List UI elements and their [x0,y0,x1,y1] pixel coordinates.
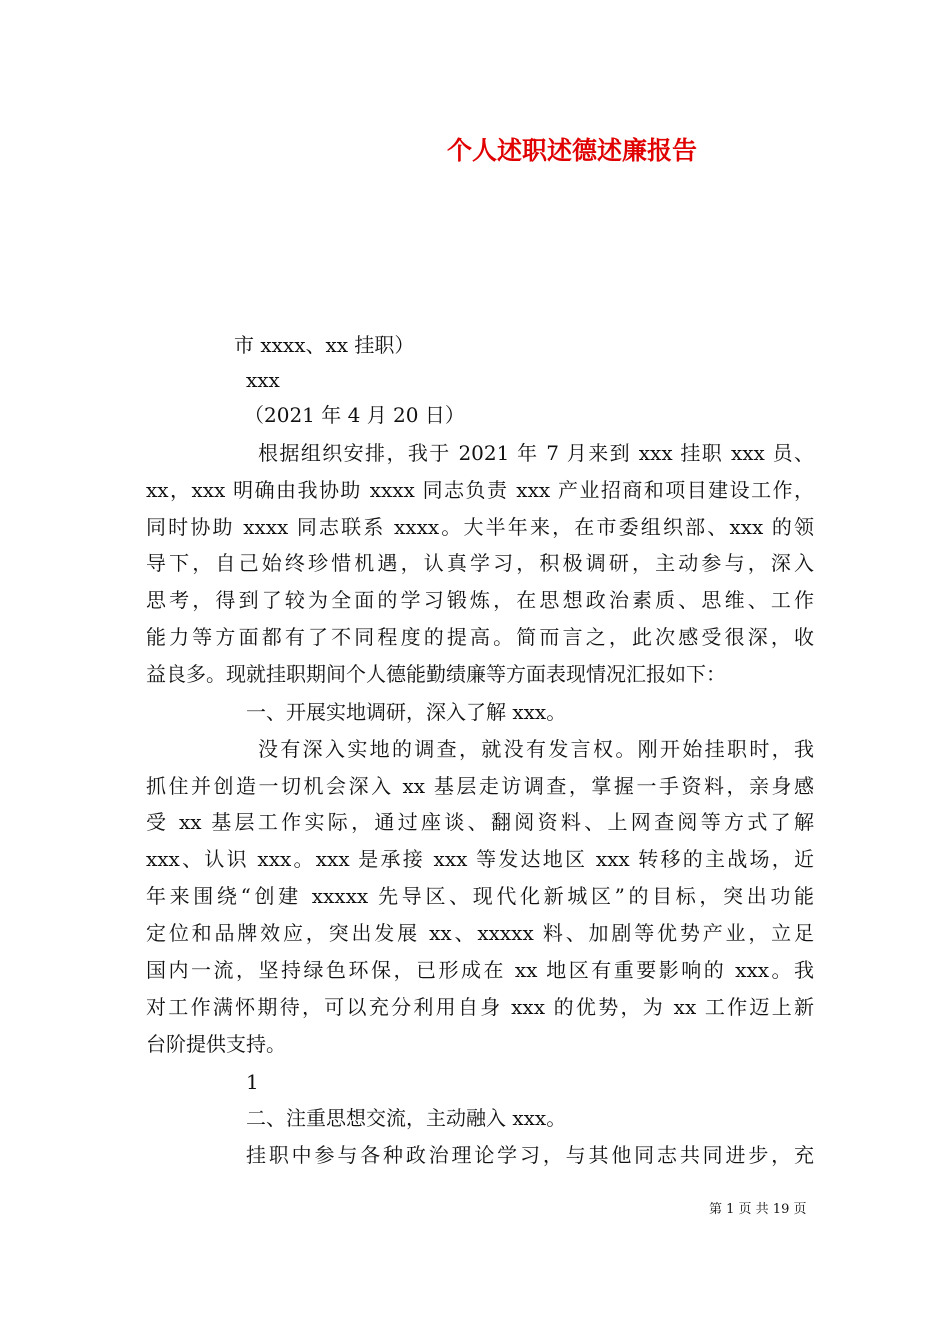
paragraph-line: 没有深入实地的调查，就没有发言权。刚开始挂职时，我 [258,737,814,761]
paragraph-line: 年来围绕“创建 xxxxx 先导区、现代化新城区”的目标，突出功能 [146,884,814,908]
paragraph-line: 受 xx 基层工作实际，通过座谈、翻阅资料、上网查阅等方式了解 [146,810,814,834]
paragraph-line: 导下，自己始终珍惜机遇，认真学习，积极调研，主动参与，深入 [146,551,814,575]
paragraph-line: 根据组织安排，我于 2021 年 7 月来到 xxx 挂职 xxx 员、 [258,441,814,465]
paragraph-line: 定位和品牌效应，突出发展 xx、xxxxx 料、加剧等优势产业，立足 [146,921,814,945]
inline-page-number: 1 [246,1070,259,1094]
page-footer: 第 1 页 共 19 页 [709,1202,807,1217]
paragraph-line: 益良多。现就挂职期间个人德能勤绩廉等方面表现情况汇报如下： [146,662,726,686]
paragraph-line: 挂职中参与各种政治理论学习，与其他同志共同进步，充 [246,1143,814,1167]
paragraph-line: xxx、认识 xxx。xxx 是承接 xxx 等发达地区 xxx 转移的主战场，近 [146,847,814,871]
paragraph-line: 对工作满怀期待，可以充分利用自身 xxx 的优势，为 xx 工作迈上新 [146,995,814,1019]
meta-line: xxx [246,368,280,392]
document-title: 个人述职述德述廉报告 [447,136,698,165]
meta-line: （2021 年 4 月 20 日） [244,403,465,427]
paragraph-line: 能力等方面都有了不同程度的提高。简而言之，此次感受很深，收 [146,625,814,649]
paragraph-line: 思考，得到了较为全面的学习锻炼，在思想政治素质、思维、工作 [146,588,814,612]
section-heading: 一、开展实地调研，深入了解 xxx。 [246,700,567,724]
section-heading: 二、注重思想交流，主动融入 xxx。 [246,1106,567,1130]
meta-line: 市 xxxx、xx 挂职） [234,333,415,357]
paragraph-line: 抓住并创造一切机会深入 xx 基层走访调查，掌握一手资料，亲身感 [146,774,814,798]
paragraph-line: 同时协助 xxxx 同志联系 xxxx。大半年来，在市委组织部、xxx 的领 [146,515,814,539]
paragraph-line: 国内一流，坚持绿色环保，已形成在 xx 地区有重要影响的 xxx。我 [146,958,814,982]
paragraph-line: 台阶提供支持。 [146,1032,286,1056]
paragraph-line: xx，xxx 明确由我协助 xxxx 同志负责 xxx 产业招商和项目建设工作， [146,478,814,502]
